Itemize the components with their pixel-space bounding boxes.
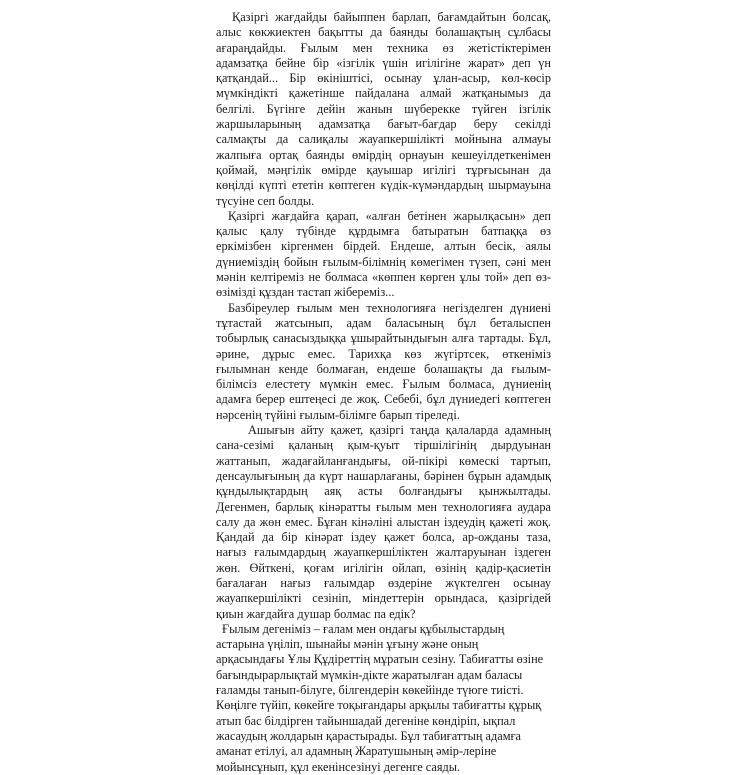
text-line: белгілі. Бүгінге дейін жанын шүберекке түйген ізгілік — [216, 101, 551, 116]
text-line: көңілді күпті ететін көптеген күдік-күмәндардың шырмауына — [216, 178, 551, 193]
text-line: Қандай да бір кінәрат іздеу қажет болса, ар-ожданы таза, — [216, 530, 551, 545]
document-page — [216, 10, 551, 775]
text-line: ғаламды танып-білуге, білгендерін көкейінде түюге тиісті. — [216, 683, 524, 698]
text-line: Дегенмен, барлық кінәратты ғылым мен технологияға аудара — [216, 499, 551, 514]
text-line: дүниеміздің бойын ғылым-білімнің көмегімен түзеп, сәні мен — [216, 254, 551, 269]
text-line: ағараңдайды. Ғылым мен техника өз жетістіктерімен — [216, 40, 551, 55]
text-line: жаршыларының адамзатқа бағыт-бағдар беру секілді — [216, 117, 551, 132]
text-line: жасаудың жолдарын қарастырады. Бұл табиғаттың адамға — [216, 728, 521, 743]
text-line: Көңілге түйіп, көкейге тоқығандары арқылы табиғатты құрық — [216, 698, 542, 713]
text-line: қалыс қалу түбінде құрдымға батыратын батпаққа өз — [216, 224, 551, 239]
text-line: түсуіне сеп болды. — [216, 193, 315, 208]
text-line: әрине, дұрыс емес. Тарихқа көз жүгіртсек, өткеніміз — [216, 346, 551, 361]
text-line: Базбіреулер ғылым мен технологияға негізделген дүниені — [228, 300, 551, 315]
text-line: қатқандай... Бір өкініштісі, осынау ұлан-асыр, көл-көсір — [216, 71, 551, 86]
text-line: тобырлық санасыздыққа ұшырайтындығын алға тартады. Бұл, — [216, 331, 551, 346]
text-line: мүмкіндікті қажетінше пайдалана алмай жатқанымыз да — [216, 86, 551, 101]
text-line: Қазіргі жағдайды байыппен барлап, бағамдайтын болсақ, — [232, 10, 551, 24]
text-line: қиын жағдайға душар болмас па едік? — [216, 606, 416, 621]
text-line: ғылымнан кенде болмаған, ендеше болашақты да ғылым- — [216, 361, 551, 376]
paragraph-1 — [216, 10, 551, 25]
text-line: Қазіргі жағдайға қарап, «алған бетінен жарылқасын» деп — [228, 208, 551, 223]
paragraph-5-body — [216, 637, 551, 775]
paragraph-3 — [216, 301, 551, 316]
paragraph-1-body — [216, 25, 551, 209]
paragraph-4 — [216, 423, 551, 438]
text-line: астарына үңіліп, шынайы мәнін ұғыну және оның — [216, 637, 479, 652]
text-line: жалпыға ортақ баянды өмірдің орнауын кешеуілдеткенімен — [216, 147, 551, 162]
text-line: нәрсенің түйіні ғылым-білімге барып тіреледі. — [216, 407, 460, 422]
text-line: мәнін келтіреміз не болмаса «көппен көрген ұлы той» деп өз- — [216, 270, 551, 285]
text-line: салу да жөн емес. Бұған кінәліні алыстан іздеудің қажеті жоқ. — [216, 514, 551, 529]
text-line: арқасындағы Ұлы Құдіреттің мұратын сезіну. Табиғатты өзіне — [216, 652, 544, 667]
text-line: қоймай, мәңгілік өмірде қауышар игілігі тұрғысынан да — [216, 162, 551, 177]
text-line: еркімізбен кіргенмен бірдей. Ендеше, алтын бесік, аялы — [216, 239, 551, 254]
text-line: жөн. Өйткені, қоғам игілігін ойлап, өзінің қадір-қасиетін — [216, 560, 551, 575]
text-line: аманат етілуі, ал адамның Жаратушының әмір-леріне — [216, 744, 497, 759]
text-line: сана-сезімі қаланың қым-қуыт тіршілігінің дырдуынан — [216, 438, 551, 453]
paragraph-2 — [216, 209, 551, 224]
text-line: денсаулығының да күрт нашарлағаны, бәрінен бұрын адамдық — [216, 468, 551, 483]
text-line: адамзатқа бейне бір «ізгілік үшін игілігіне жарат» деп үн — [216, 55, 551, 70]
text-line: жауапкершілікті сезініп, міндеттерін орындаса, қазіргідей — [216, 591, 551, 606]
paragraph-5 — [216, 622, 551, 637]
paragraph-2-body — [216, 224, 551, 300]
text-line: нағыз ғалымдардың жауапкершіліктен жалтаруынан іздеген — [216, 545, 551, 560]
paragraph-4-body — [216, 438, 551, 622]
text-line: тұтастай жатсынып, адам баласының бұл беталыспен — [216, 315, 551, 330]
text-line: құндылықтардың аяқ асты болғандығы қынжылтады. — [216, 484, 551, 499]
text-line: жаттанып, жадағайланғандығы, ой-пікірі көмескі тартып, — [216, 453, 551, 468]
text-line: Ғылым дегеніміз – ғалам мен ондағы құбылыстардың — [222, 621, 505, 636]
text-line: білімсіз елестету мүмкін емес. Ғылым болмаса, дүниенің — [216, 377, 551, 392]
text-line: өзімізді құздан тастап жібереміз... — [216, 285, 395, 300]
text-line: адамға берер ештеңесі де жоқ. Себебі, бұл дүниедегі көптеген — [216, 392, 551, 407]
paragraph-3-body — [216, 316, 551, 423]
text-line: бағындырарлықтай мүмкін-дікте жаратылған адам баласы — [216, 667, 523, 682]
text-line: бағалаған нағыз ғалымдар өздеріне жүктелген осынау — [216, 575, 551, 590]
text-line: салмақты да салиқалы жауапкершілікті мойнына алмауы — [216, 132, 551, 147]
text-line: алыс көкжиектен бақытты да баянды болашақтың сұлбасы — [216, 25, 551, 40]
text-line: мойынсұнып, құл екенінсезінуі дегенге саяды. — [216, 759, 461, 774]
text-line: атып бас білдірген тайыншадай дегеніне көндіріп, ықпал — [216, 713, 516, 728]
text-line: Ашығын айту қажет, қазіргі таңда қалаларда адамның — [248, 423, 551, 438]
